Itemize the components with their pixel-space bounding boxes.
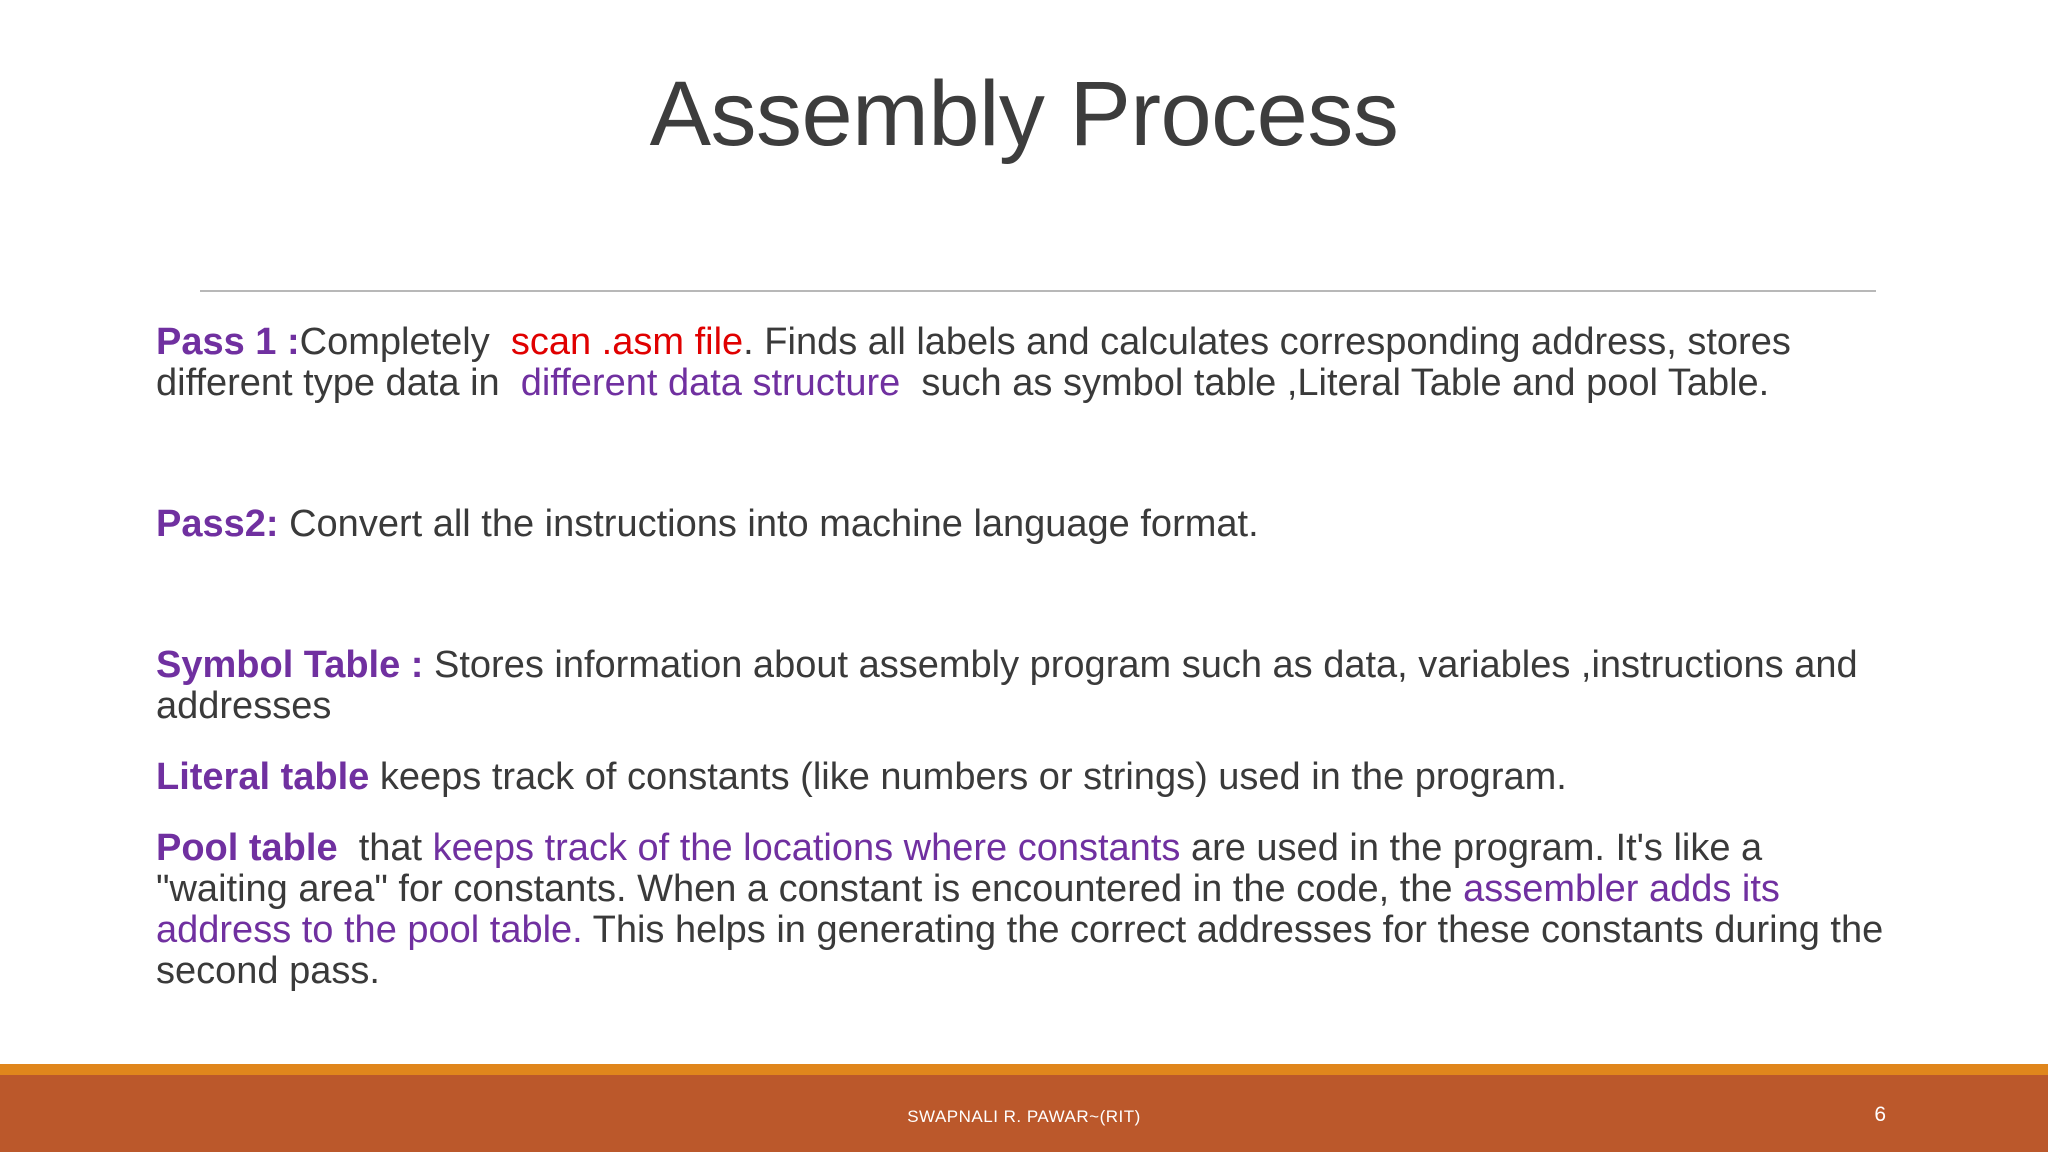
- slide-title: Assembly Process: [649, 63, 1399, 165]
- footer-author: SWAPNALI R. PAWAR~(RIT): [907, 1107, 1141, 1126]
- pool-table-text-3: This helps in generating the correct addresses for these constants during the second pass.: [156, 909, 1894, 992]
- pool-table-highlight-locations: keeps track of the locations where constants: [432, 827, 1181, 869]
- pass1-highlight-data-structure: different data structure: [520, 362, 901, 404]
- pass1-text-1: Completely: [299, 321, 511, 363]
- slide-body: [156, 322, 1896, 992]
- pass1-label: Pass 1 :: [156, 321, 300, 363]
- pool-table-text-2: are used in the program. It's like a "waiting area" for constants. When a constant is encountered in the code, the: [156, 827, 1773, 910]
- pass2-label: Pass2:: [156, 503, 279, 545]
- pass1-highlight-scan: scan .asm file: [510, 321, 744, 363]
- paragraph-pass1: [156, 322, 1896, 404]
- literal-table-label: Literal table: [156, 756, 370, 798]
- symbol-table-label: Symbol Table :: [156, 644, 424, 686]
- pool-table-label: Pool table: [156, 827, 338, 869]
- paragraph-pool-table: [156, 828, 1896, 992]
- paragraph-pass2: [156, 504, 1896, 545]
- pool-table-text-1: that: [337, 827, 433, 869]
- page-number: 6: [1874, 1103, 1886, 1126]
- paragraph-symbol-table: [156, 645, 1896, 727]
- paragraph-literal-table: [156, 757, 1896, 798]
- pool-table-highlight-assembler: assembler adds its address to the pool table.: [156, 868, 1780, 951]
- symbol-table-text: Stores information about assembly program such as data, variables ,instructions and addresses: [156, 644, 1869, 727]
- pass1-text-2: . Finds all labels and calculates corresponding address, stores different type data in: [156, 321, 1802, 404]
- footer-stripe: [0, 1064, 2048, 1075]
- pass2-text: Convert all the instructions into machine language format.: [278, 503, 1259, 545]
- pass1-text-3: such as symbol table ,Literal Table and pool Table.: [900, 362, 1770, 404]
- literal-table-text: keeps track of constants (like numbers or strings) used in the program.: [369, 756, 1567, 798]
- title-divider: [200, 290, 1876, 292]
